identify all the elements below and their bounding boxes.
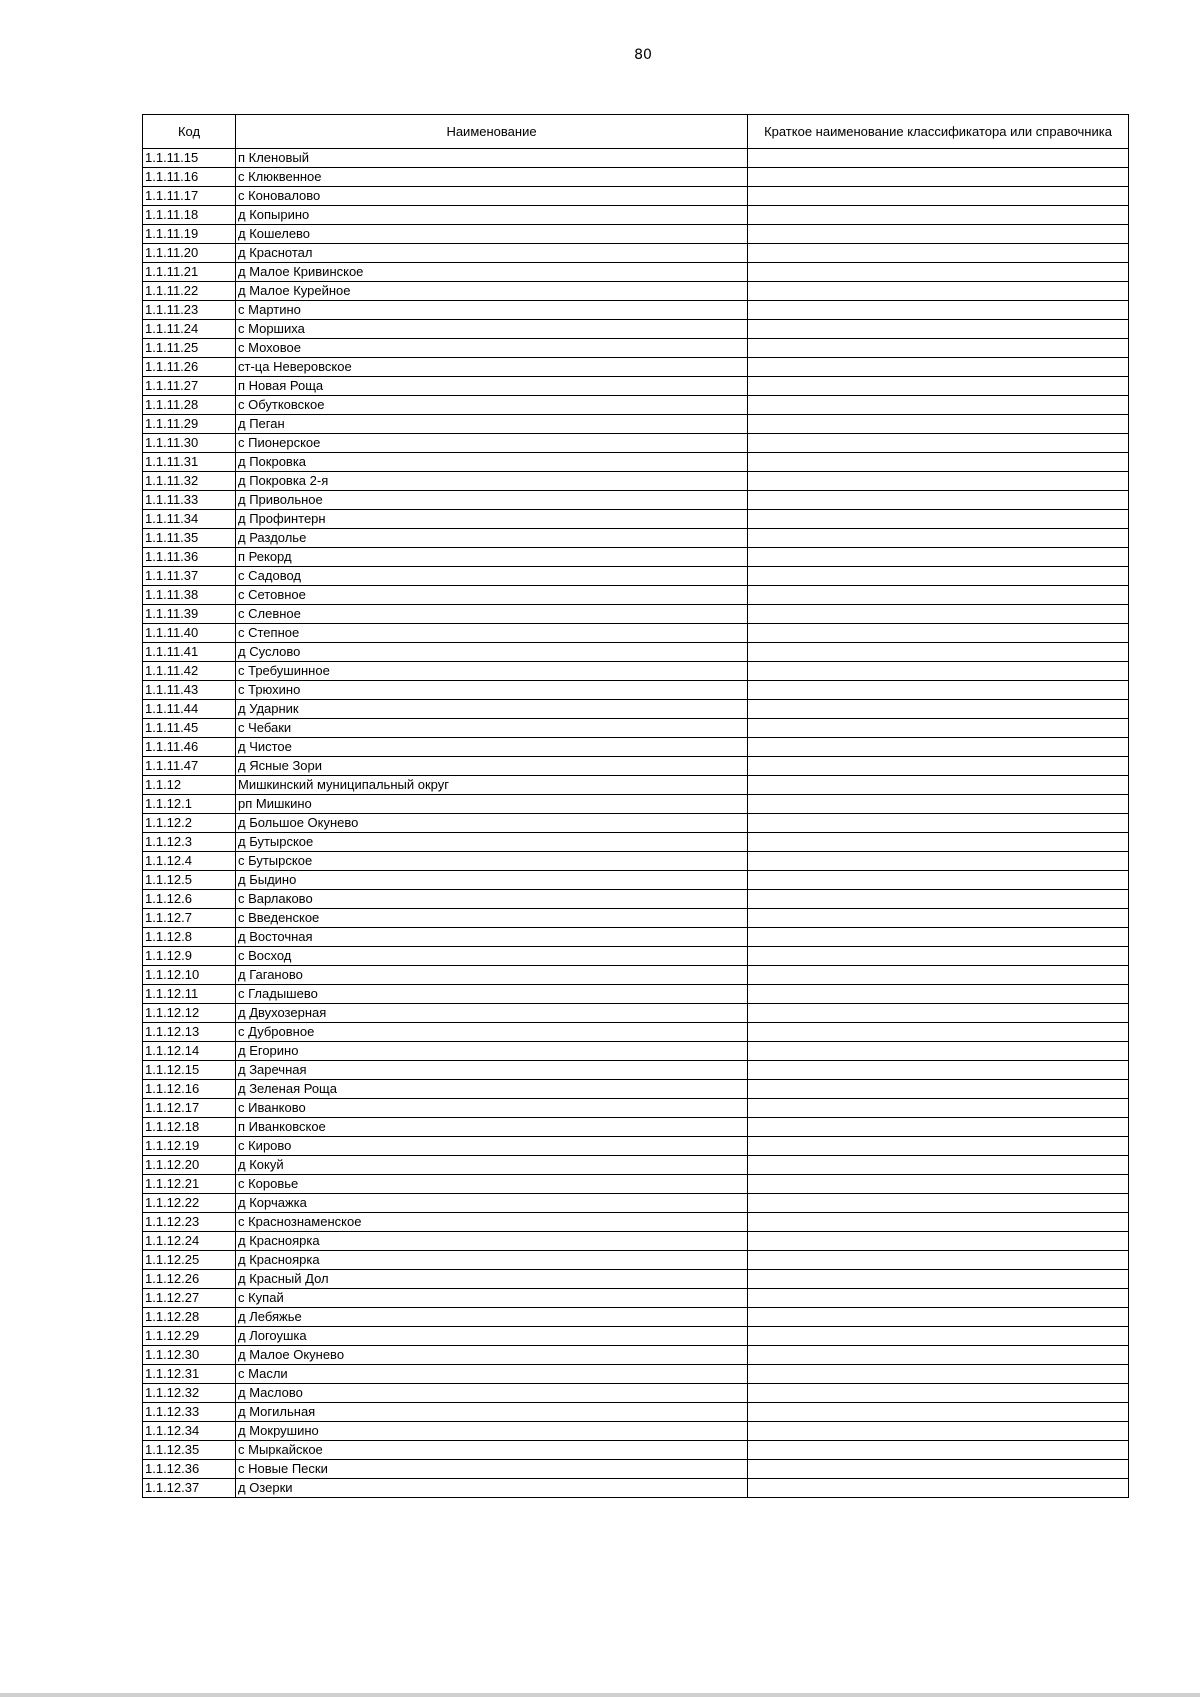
cell-short-name: [748, 662, 1129, 681]
table-row: [143, 1384, 1129, 1403]
cell-code: 1.1.12.14: [143, 1042, 236, 1061]
cell-code: 1.1.11.40: [143, 624, 236, 643]
cell-name: с Трюхино: [236, 681, 748, 700]
cell-short-name: [748, 320, 1129, 339]
cell-code: 1.1.12.31: [143, 1365, 236, 1384]
cell-name: д Покровка 2-я: [236, 472, 748, 491]
cell-name: д Могильная: [236, 1403, 748, 1422]
cell-code: 1.1.11.27: [143, 377, 236, 396]
table-row: [143, 510, 1129, 529]
cell-code: 1.1.11.37: [143, 567, 236, 586]
cell-short-name: [748, 624, 1129, 643]
cell-short-name: [748, 738, 1129, 757]
cell-short-name: [748, 909, 1129, 928]
table-row: [143, 871, 1129, 890]
cell-short-name: [748, 700, 1129, 719]
cell-code: 1.1.11.20: [143, 244, 236, 263]
cell-code: 1.1.12.7: [143, 909, 236, 928]
cell-short-name: [748, 567, 1129, 586]
cell-short-name: [748, 1213, 1129, 1232]
table-row: [143, 1042, 1129, 1061]
cell-name: д Красный Дол: [236, 1270, 748, 1289]
cell-code: 1.1.12.9: [143, 947, 236, 966]
table-row: [143, 928, 1129, 947]
table-row: [143, 586, 1129, 605]
table-row: [143, 282, 1129, 301]
cell-name: д Чистое: [236, 738, 748, 757]
cell-name: д Пеган: [236, 415, 748, 434]
table-row: [143, 1004, 1129, 1023]
cell-code: 1.1.11.45: [143, 719, 236, 738]
table-row: [143, 776, 1129, 795]
cell-code: 1.1.12.18: [143, 1118, 236, 1137]
cell-short-name: [748, 1042, 1129, 1061]
cell-code: 1.1.12.4: [143, 852, 236, 871]
page-bottom-edge: [0, 1693, 1200, 1697]
cell-name: с Пионерское: [236, 434, 748, 453]
cell-name: с Клюквенное: [236, 168, 748, 187]
cell-name: с Варлаково: [236, 890, 748, 909]
cell-code: 1.1.12.17: [143, 1099, 236, 1118]
cell-short-name: [748, 947, 1129, 966]
cell-short-name: [748, 510, 1129, 529]
table-row: [143, 757, 1129, 776]
table-body: [143, 149, 1129, 1498]
cell-short-name: [748, 244, 1129, 263]
cell-name: д Кошелево: [236, 225, 748, 244]
cell-name: с Бутырское: [236, 852, 748, 871]
table-row: [143, 567, 1129, 586]
cell-name: д Мокрушино: [236, 1422, 748, 1441]
cell-short-name: [748, 1175, 1129, 1194]
cell-code: 1.1.11.34: [143, 510, 236, 529]
cell-code: 1.1.12.11: [143, 985, 236, 1004]
table-row: [143, 434, 1129, 453]
cell-code: 1.1.12.34: [143, 1422, 236, 1441]
cell-code: 1.1.12.35: [143, 1441, 236, 1460]
cell-code: 1.1.12.36: [143, 1460, 236, 1479]
cell-code: 1.1.11.47: [143, 757, 236, 776]
cell-name: д Малое Кривинское: [236, 263, 748, 282]
cell-short-name: [748, 586, 1129, 605]
cell-code: 1.1.11.46: [143, 738, 236, 757]
table-row: [143, 966, 1129, 985]
cell-name: рп Мишкино: [236, 795, 748, 814]
cell-name: д Красноярка: [236, 1232, 748, 1251]
cell-short-name: [748, 225, 1129, 244]
cell-name: с Восход: [236, 947, 748, 966]
cell-code: 1.1.11.31: [143, 453, 236, 472]
cell-short-name: [748, 643, 1129, 662]
cell-short-name: [748, 890, 1129, 909]
table-row: [143, 263, 1129, 282]
cell-short-name: [748, 396, 1129, 415]
table-row: [143, 1289, 1129, 1308]
table-row: [143, 947, 1129, 966]
cell-name: с Краснознаменское: [236, 1213, 748, 1232]
cell-name: с Моховое: [236, 339, 748, 358]
table-row: [143, 1346, 1129, 1365]
table-row: [143, 1137, 1129, 1156]
cell-short-name: [748, 1251, 1129, 1270]
cell-name: д Бутырское: [236, 833, 748, 852]
cell-short-name: [748, 1137, 1129, 1156]
table-row: [143, 1441, 1129, 1460]
cell-code: 1.1.11.28: [143, 396, 236, 415]
cell-code: 1.1.11.42: [143, 662, 236, 681]
cell-short-name: [748, 358, 1129, 377]
cell-name: с Масли: [236, 1365, 748, 1384]
cell-name: с Коровье: [236, 1175, 748, 1194]
cell-name: с Мыркайское: [236, 1441, 748, 1460]
table-row: [143, 453, 1129, 472]
cell-code: 1.1.12.24: [143, 1232, 236, 1251]
cell-short-name: [748, 852, 1129, 871]
table-row: [143, 1308, 1129, 1327]
cell-short-name: [748, 928, 1129, 947]
cell-name: с Сетовное: [236, 586, 748, 605]
cell-short-name: [748, 985, 1129, 1004]
cell-code: 1.1.11.23: [143, 301, 236, 320]
cell-code: 1.1.11.33: [143, 491, 236, 510]
cell-name: д Егорино: [236, 1042, 748, 1061]
table-row: [143, 358, 1129, 377]
cell-name: д Привольное: [236, 491, 748, 510]
cell-name: д Покровка: [236, 453, 748, 472]
classifier-table-container: [142, 114, 1129, 1498]
table-row: [143, 206, 1129, 225]
cell-name: с Моршиха: [236, 320, 748, 339]
table-row: [143, 1251, 1129, 1270]
cell-code: 1.1.11.41: [143, 643, 236, 662]
table-row: [143, 301, 1129, 320]
cell-name: д Зеленая Роща: [236, 1080, 748, 1099]
cell-short-name: [748, 1308, 1129, 1327]
table-row: [143, 187, 1129, 206]
cell-name: д Логоушка: [236, 1327, 748, 1346]
cell-short-name: [748, 776, 1129, 795]
cell-name: с Слевное: [236, 605, 748, 624]
cell-code: 1.1.11.35: [143, 529, 236, 548]
cell-short-name: [748, 263, 1129, 282]
cell-code: 1.1.12.10: [143, 966, 236, 985]
table-row: [143, 1080, 1129, 1099]
table-row: [143, 795, 1129, 814]
cell-code: 1.1.11.18: [143, 206, 236, 225]
table-row: [143, 320, 1129, 339]
table-row: [143, 1479, 1129, 1498]
table-row: [143, 1099, 1129, 1118]
table-row: [143, 643, 1129, 662]
cell-name: д Краснотал: [236, 244, 748, 263]
cell-short-name: [748, 966, 1129, 985]
cell-code: 1.1.11.24: [143, 320, 236, 339]
cell-name: п Иванковское: [236, 1118, 748, 1137]
cell-name: Мишкинский муниципальный округ: [236, 776, 748, 795]
cell-code: 1.1.12.30: [143, 1346, 236, 1365]
table-row: [143, 833, 1129, 852]
cell-code: 1.1.12.27: [143, 1289, 236, 1308]
table-row: [143, 1422, 1129, 1441]
cell-short-name: [748, 453, 1129, 472]
cell-short-name: [748, 814, 1129, 833]
cell-code: 1.1.12.25: [143, 1251, 236, 1270]
cell-code: 1.1.12.20: [143, 1156, 236, 1175]
cell-code: 1.1.11.29: [143, 415, 236, 434]
header-code: Код: [143, 115, 236, 149]
cell-short-name: [748, 719, 1129, 738]
cell-code: 1.1.12.21: [143, 1175, 236, 1194]
table-row: [143, 700, 1129, 719]
cell-short-name: [748, 415, 1129, 434]
cell-short-name: [748, 833, 1129, 852]
cell-name: д Восточная: [236, 928, 748, 947]
cell-name: д Озерки: [236, 1479, 748, 1498]
cell-name: д Корчажка: [236, 1194, 748, 1213]
cell-code: 1.1.12.32: [143, 1384, 236, 1403]
cell-name: д Кокуй: [236, 1156, 748, 1175]
cell-short-name: [748, 1270, 1129, 1289]
cell-short-name: [748, 529, 1129, 548]
header-short-name: Краткое наименование классификатора или справочника: [748, 115, 1129, 149]
cell-name: д Гаганово: [236, 966, 748, 985]
cell-code: 1.1.11.22: [143, 282, 236, 301]
table-row: [143, 168, 1129, 187]
cell-code: 1.1.12.15: [143, 1061, 236, 1080]
classifier-table: [142, 114, 1129, 1498]
cell-name: с Коновалово: [236, 187, 748, 206]
cell-short-name: [748, 1365, 1129, 1384]
cell-short-name: [748, 1004, 1129, 1023]
cell-code: 1.1.11.32: [143, 472, 236, 491]
cell-short-name: [748, 1441, 1129, 1460]
table-row: [143, 396, 1129, 415]
cell-code: 1.1.11.15: [143, 149, 236, 168]
cell-short-name: [748, 795, 1129, 814]
cell-short-name: [748, 301, 1129, 320]
cell-name: д Профинтерн: [236, 510, 748, 529]
cell-code: 1.1.12.1: [143, 795, 236, 814]
cell-name: д Маслово: [236, 1384, 748, 1403]
cell-short-name: [748, 1346, 1129, 1365]
cell-code: 1.1.11.44: [143, 700, 236, 719]
page-number: 80: [634, 47, 652, 63]
cell-code: 1.1.12.13: [143, 1023, 236, 1042]
table-row: [143, 491, 1129, 510]
cell-name: с Введенское: [236, 909, 748, 928]
cell-short-name: [748, 548, 1129, 567]
table-row: [143, 1365, 1129, 1384]
cell-code: 1.1.12.3: [143, 833, 236, 852]
cell-code: 1.1.12.12: [143, 1004, 236, 1023]
cell-code: 1.1.11.19: [143, 225, 236, 244]
cell-code: 1.1.11.39: [143, 605, 236, 624]
cell-name: с Мартино: [236, 301, 748, 320]
table-row: [143, 1327, 1129, 1346]
cell-code: 1.1.12.28: [143, 1308, 236, 1327]
cell-name: с Гладышево: [236, 985, 748, 1004]
table-row: [143, 662, 1129, 681]
cell-name: с Требушинное: [236, 662, 748, 681]
cell-short-name: [748, 434, 1129, 453]
table-row: [143, 681, 1129, 700]
cell-name: п Кленовый: [236, 149, 748, 168]
cell-name: с Купай: [236, 1289, 748, 1308]
cell-name: ст-ца Неверовское: [236, 358, 748, 377]
cell-code: 1.1.11.21: [143, 263, 236, 282]
cell-short-name: [748, 282, 1129, 301]
cell-name: с Чебаки: [236, 719, 748, 738]
cell-name: п Новая Роща: [236, 377, 748, 396]
table-row: [143, 1023, 1129, 1042]
table-row: [143, 852, 1129, 871]
cell-short-name: [748, 187, 1129, 206]
cell-short-name: [748, 168, 1129, 187]
cell-code: 1.1.12.29: [143, 1327, 236, 1346]
table-row: [143, 909, 1129, 928]
table-row: [143, 472, 1129, 491]
cell-code: 1.1.11.30: [143, 434, 236, 453]
table-row: [143, 890, 1129, 909]
cell-name: д Лебяжье: [236, 1308, 748, 1327]
cell-code: 1.1.11.36: [143, 548, 236, 567]
cell-code: 1.1.12.22: [143, 1194, 236, 1213]
table-row: [143, 1213, 1129, 1232]
table-row: [143, 1270, 1129, 1289]
cell-short-name: [748, 681, 1129, 700]
table-row: [143, 1403, 1129, 1422]
cell-short-name: [748, 1403, 1129, 1422]
cell-name: с Новые Пески: [236, 1460, 748, 1479]
cell-short-name: [748, 149, 1129, 168]
table-row: [143, 548, 1129, 567]
cell-short-name: [748, 605, 1129, 624]
cell-name: д Малое Окунево: [236, 1346, 748, 1365]
cell-name: д Заречная: [236, 1061, 748, 1080]
cell-name: с Степное: [236, 624, 748, 643]
table-row: [143, 1194, 1129, 1213]
cell-name: д Ясные Зори: [236, 757, 748, 776]
cell-short-name: [748, 1099, 1129, 1118]
cell-name: д Быдино: [236, 871, 748, 890]
cell-code: 1.1.12: [143, 776, 236, 795]
table-row: [143, 1118, 1129, 1137]
cell-short-name: [748, 1156, 1129, 1175]
cell-code: 1.1.12.16: [143, 1080, 236, 1099]
cell-name: с Дубровное: [236, 1023, 748, 1042]
cell-name: д Красноярка: [236, 1251, 748, 1270]
table-row: [143, 605, 1129, 624]
cell-name: д Большое Окунево: [236, 814, 748, 833]
cell-name: с Обутковское: [236, 396, 748, 415]
table-row: [143, 415, 1129, 434]
cell-name: с Иванково: [236, 1099, 748, 1118]
cell-short-name: [748, 1460, 1129, 1479]
cell-code: 1.1.12.6: [143, 890, 236, 909]
table-header-row: [143, 115, 1129, 149]
cell-code: 1.1.12.26: [143, 1270, 236, 1289]
table-row: [143, 814, 1129, 833]
table-row: [143, 1460, 1129, 1479]
cell-short-name: [748, 1384, 1129, 1403]
cell-name: д Двухозерная: [236, 1004, 748, 1023]
table-row: [143, 1156, 1129, 1175]
cell-name: с Кирово: [236, 1137, 748, 1156]
cell-name: д Ударник: [236, 700, 748, 719]
cell-short-name: [748, 491, 1129, 510]
table-row: [143, 985, 1129, 1004]
cell-name: д Суслово: [236, 643, 748, 662]
cell-code: 1.1.12.8: [143, 928, 236, 947]
table-row: [143, 738, 1129, 757]
table-row: [143, 244, 1129, 263]
cell-short-name: [748, 1327, 1129, 1346]
table-row: [143, 1232, 1129, 1251]
table-row: [143, 1061, 1129, 1080]
cell-code: 1.1.12.23: [143, 1213, 236, 1232]
cell-short-name: [748, 339, 1129, 358]
cell-name: п Рекорд: [236, 548, 748, 567]
cell-name: д Малое Курейное: [236, 282, 748, 301]
cell-code: 1.1.11.38: [143, 586, 236, 605]
cell-code: 1.1.11.16: [143, 168, 236, 187]
table-row: [143, 719, 1129, 738]
cell-short-name: [748, 377, 1129, 396]
cell-short-name: [748, 757, 1129, 776]
cell-name: с Садовод: [236, 567, 748, 586]
table-row: [143, 624, 1129, 643]
cell-short-name: [748, 1289, 1129, 1308]
cell-code: 1.1.12.2: [143, 814, 236, 833]
cell-code: 1.1.11.26: [143, 358, 236, 377]
table-row: [143, 339, 1129, 358]
cell-short-name: [748, 472, 1129, 491]
cell-short-name: [748, 1118, 1129, 1137]
cell-short-name: [748, 1194, 1129, 1213]
table-row: [143, 529, 1129, 548]
table-row: [143, 149, 1129, 168]
cell-name: д Копырино: [236, 206, 748, 225]
table-row: [143, 1175, 1129, 1194]
cell-short-name: [748, 1080, 1129, 1099]
cell-short-name: [748, 1061, 1129, 1080]
cell-short-name: [748, 1023, 1129, 1042]
table-row: [143, 377, 1129, 396]
cell-code: 1.1.11.17: [143, 187, 236, 206]
cell-code: 1.1.11.25: [143, 339, 236, 358]
cell-name: д Раздолье: [236, 529, 748, 548]
header-name: Наименование: [236, 115, 748, 149]
cell-short-name: [748, 1422, 1129, 1441]
cell-code: 1.1.12.33: [143, 1403, 236, 1422]
cell-code: 1.1.12.5: [143, 871, 236, 890]
cell-code: 1.1.12.19: [143, 1137, 236, 1156]
cell-code: 1.1.12.37: [143, 1479, 236, 1498]
cell-short-name: [748, 1479, 1129, 1498]
cell-short-name: [748, 206, 1129, 225]
cell-code: 1.1.11.43: [143, 681, 236, 700]
table-row: [143, 225, 1129, 244]
cell-short-name: [748, 871, 1129, 890]
cell-short-name: [748, 1232, 1129, 1251]
